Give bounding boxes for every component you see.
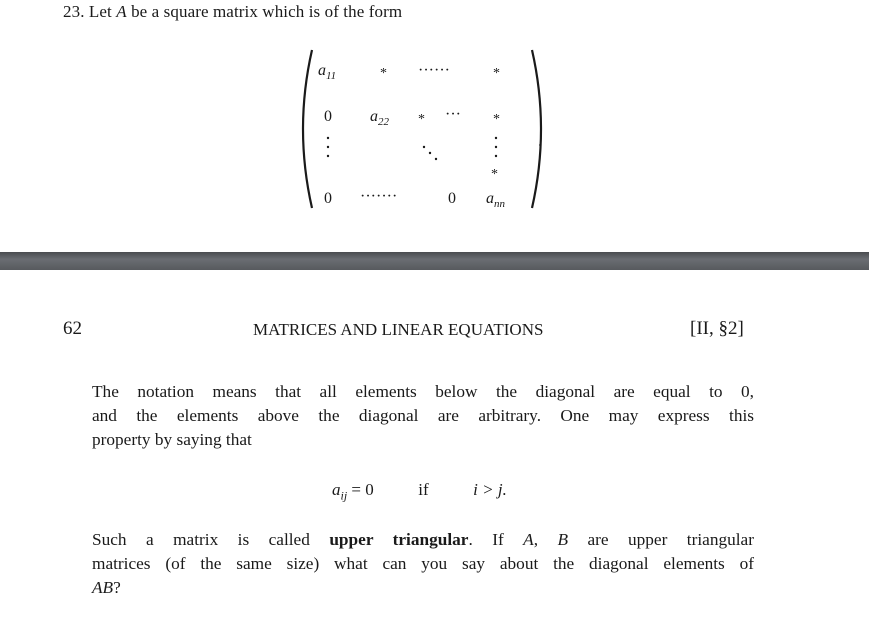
problem-statement [63,2,402,22]
matrix-entry-ann: $a_{nn}$ [486,190,505,211]
paragraph-line: matrices (of the same size) what can you say about the diagonal elements of [92,554,754,573]
paragraph-notation [92,380,754,452]
section-reference: [II, §2] [690,318,744,339]
matrix-dots: ··· [445,106,461,123]
paragraph-line: Such a matrix is called upper triangular. If A, B are upper triangular [92,530,754,549]
matrix-ellipsis-dots [290,44,550,214]
matrix-entry-a22: $a_{22}$ [370,108,389,129]
term-upper-triangular: upper triangular [329,530,469,549]
svg-text:*: * [491,167,498,182]
matrix-entry-a11: $a_{11}$ [318,62,337,83]
matrix-entry-zero: 0 [324,190,332,207]
matrix-dots: ······ [418,62,450,79]
matrix-variable: A [116,2,127,21]
upper-triangular-matrix [290,44,550,214]
paragraph-line: and the elements above the diagonal are arbitrary. One may express this [92,406,754,425]
matrix-entry-star: * [380,66,387,81]
problem-text: Let [88,2,112,21]
matrix-dots: ······· [360,188,398,205]
formula-upper-triangular: $a_{ij} = 0$ if i > j. [332,480,507,503]
paragraph-definition [92,528,754,600]
paragraph-line: property by saying that [92,430,252,449]
upper-page [0,0,869,252]
page-divider [0,252,869,270]
paragraph-line: The notation means that all elements below the diagonal are equal to 0, [92,382,754,401]
matrix-entry-zero: 0 [448,190,456,207]
page-number: 62 [63,318,82,339]
matrix-entry-star: * [493,66,500,81]
running-head: MATRICES AND LINEAR EQUATIONS [253,320,544,339]
matrix-entry-zero: 0 [324,108,332,125]
lower-page [0,270,869,617]
matrix-entry-star: * [493,112,500,127]
problem-text: be a square matrix which is of the form [131,2,403,21]
matrix-entry-star: * [418,112,425,127]
problem-number: 23. [63,2,85,21]
matrix-period: . [538,131,543,150]
paragraph-line: AB? [92,578,121,597]
